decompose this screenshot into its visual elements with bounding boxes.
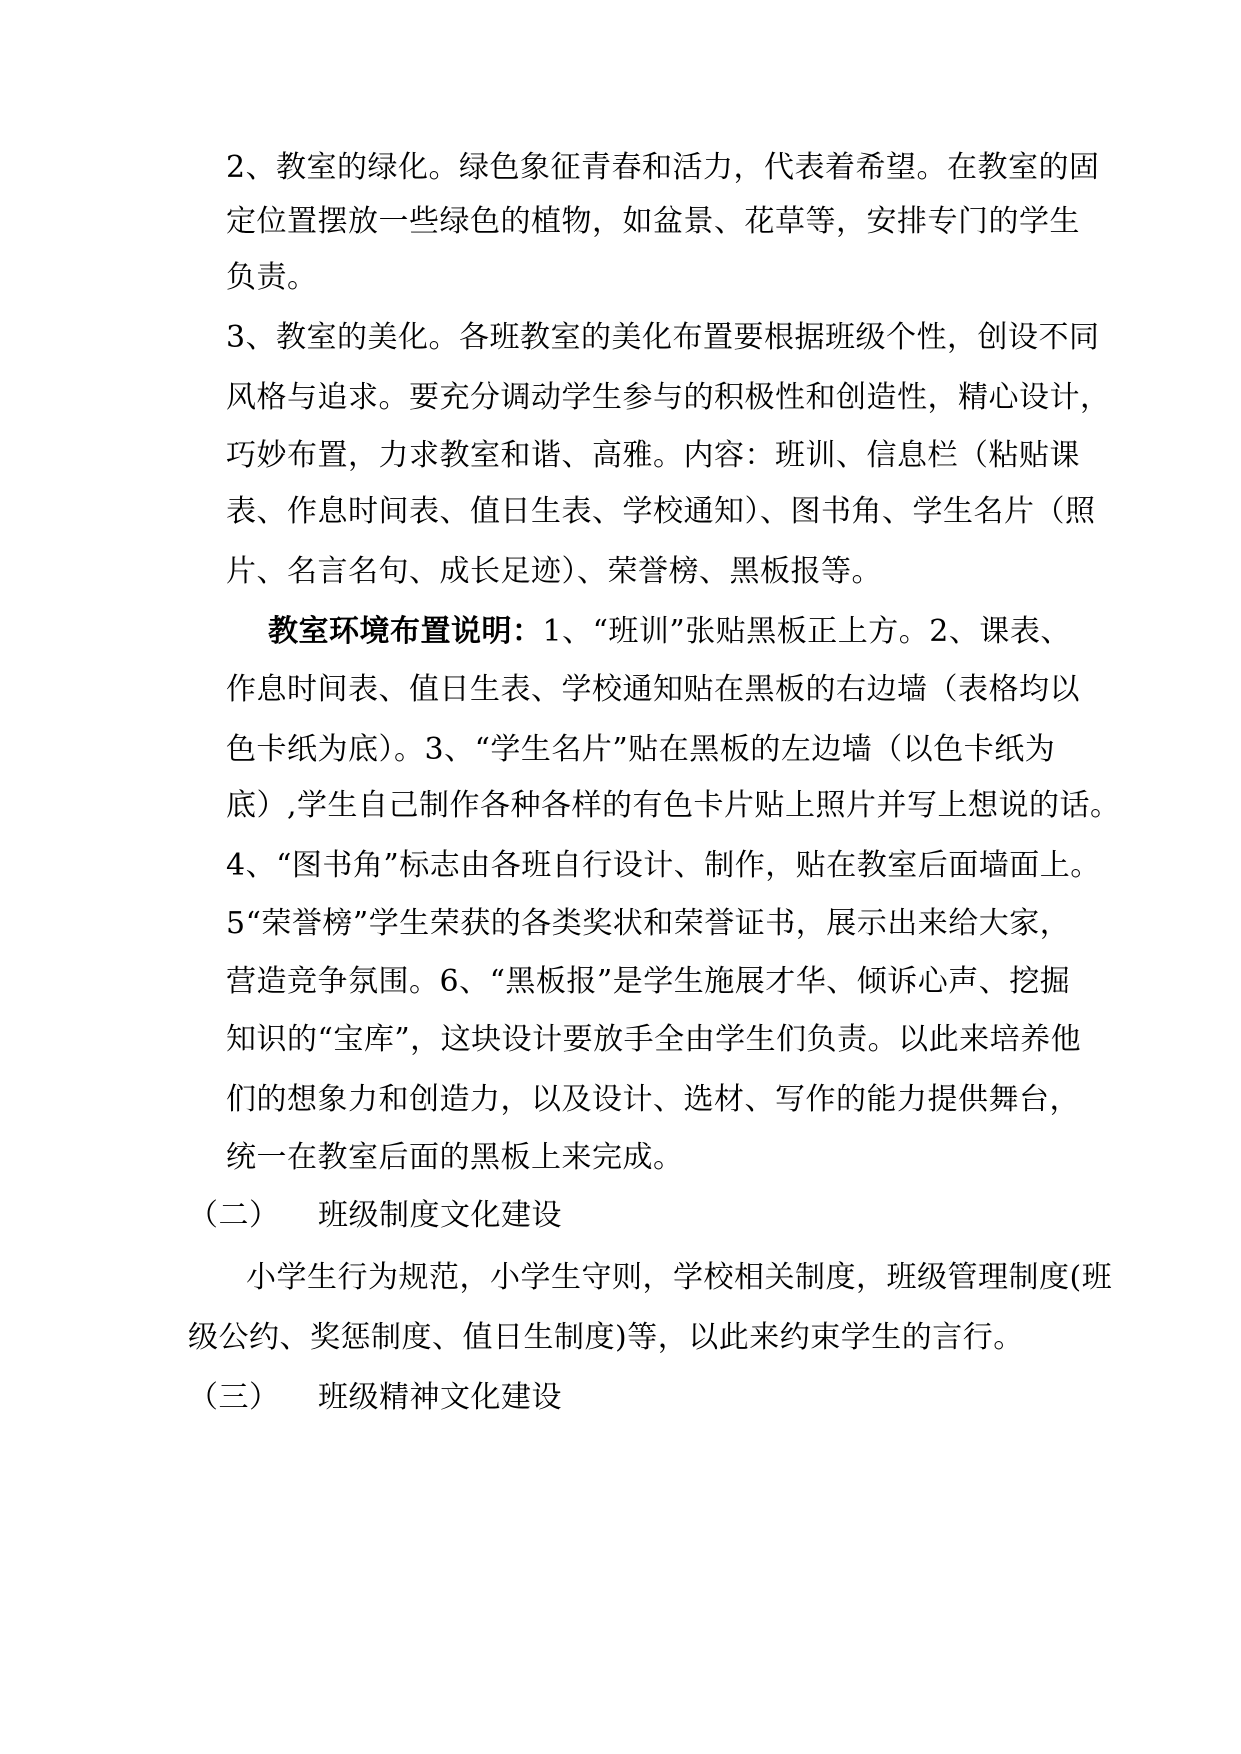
section-2-title: 班级制度文化建设 bbox=[318, 1198, 562, 1233]
section-2-line-2: 级公约、奖惩制度、值日生制度)等，以此来约束学生的言行。 bbox=[188, 1320, 1024, 1355]
layout-note-line-6: 5“荣誉榜”学生荣获的各类奖状和荣誉证书，展示出来给大家， bbox=[226, 906, 1071, 941]
section-3-heading bbox=[188, 1378, 562, 1418]
section-2-line-1: 小学生行为规范，小学生守则，学校相关制度，班级管理制度(班 bbox=[246, 1260, 1113, 1295]
item-3-number: 3、 bbox=[226, 320, 277, 355]
section-3-title: 班级精神文化建设 bbox=[318, 1380, 562, 1415]
item-2-line-3: 负责。 bbox=[226, 260, 318, 295]
item-3-line-1: 3、教室的美化。各班教室的美化布置要根据班级个性，创设不同 bbox=[226, 318, 1100, 358]
layout-note-line-9: 们的想象力和创造力，以及设计、选材、写作的能力提供舞台， bbox=[226, 1082, 1080, 1117]
item-2-line-2: 定位置摆放一些绿色的植物，如盆景、花草等，安排专门的学生 bbox=[226, 204, 1080, 239]
item-3-line-3: 巧妙布置，力求教室和谐、高雅。内容：班训、信息栏（粘贴课 bbox=[226, 438, 1080, 473]
layout-note-label: 教室环境布置说明： bbox=[268, 614, 543, 649]
layout-note-line-7: 营造竞争氛围。6、“黑板报”是学生施展才华、倾诉心声、挖掘 bbox=[226, 964, 1071, 999]
item-2-number: 2、 bbox=[226, 150, 277, 185]
section-3-number: （三） bbox=[188, 1380, 280, 1415]
layout-note-line-4: 底）,学生自己制作各种各样的有色卡片贴上照片并写上想说的话。 bbox=[226, 788, 1121, 823]
item-3-line-2: 风格与追求。要充分调动学生参与的积极性和创造性，精心设计， bbox=[226, 380, 1111, 415]
layout-note-line-2: 作息时间表、值日生表、学校通知贴在黑板的右边墙（表格均以 bbox=[226, 672, 1080, 707]
layout-note-line-10: 统一在教室后面的黑板上来完成。 bbox=[226, 1140, 684, 1175]
item-3-line-4: 表、作息时间表、值日生表、学校通知）、图书角、学生名片（照 bbox=[226, 494, 1096, 529]
section-2-number: （二） bbox=[188, 1198, 280, 1233]
layout-note-line-5: 4、“图书角”标志由各班自行设计、制作，贴在教室后面墙面上。 bbox=[226, 848, 1101, 883]
layout-note-line-3: 色卡纸为底）。3、“学生名片”贴在黑板的左边墙（以色卡纸为 bbox=[226, 732, 1056, 767]
item-3-line-5: 片、名言名句、成长足迹）、荣誉榜、黑板报等。 bbox=[226, 554, 882, 589]
section-2-heading bbox=[188, 1196, 562, 1236]
item-2-line-1: 2、教室的绿化。绿色象征青春和活力，代表着希望。在教室的固 bbox=[226, 148, 1100, 188]
layout-note-line-1: 教室环境布置说明：1、“班训”张贴黑板正上方。2、课表、 bbox=[268, 614, 1071, 649]
layout-note-line-8: 知识的“宝库”，这块设计要放手全由学生们负责。以此来培养他 bbox=[226, 1022, 1082, 1057]
